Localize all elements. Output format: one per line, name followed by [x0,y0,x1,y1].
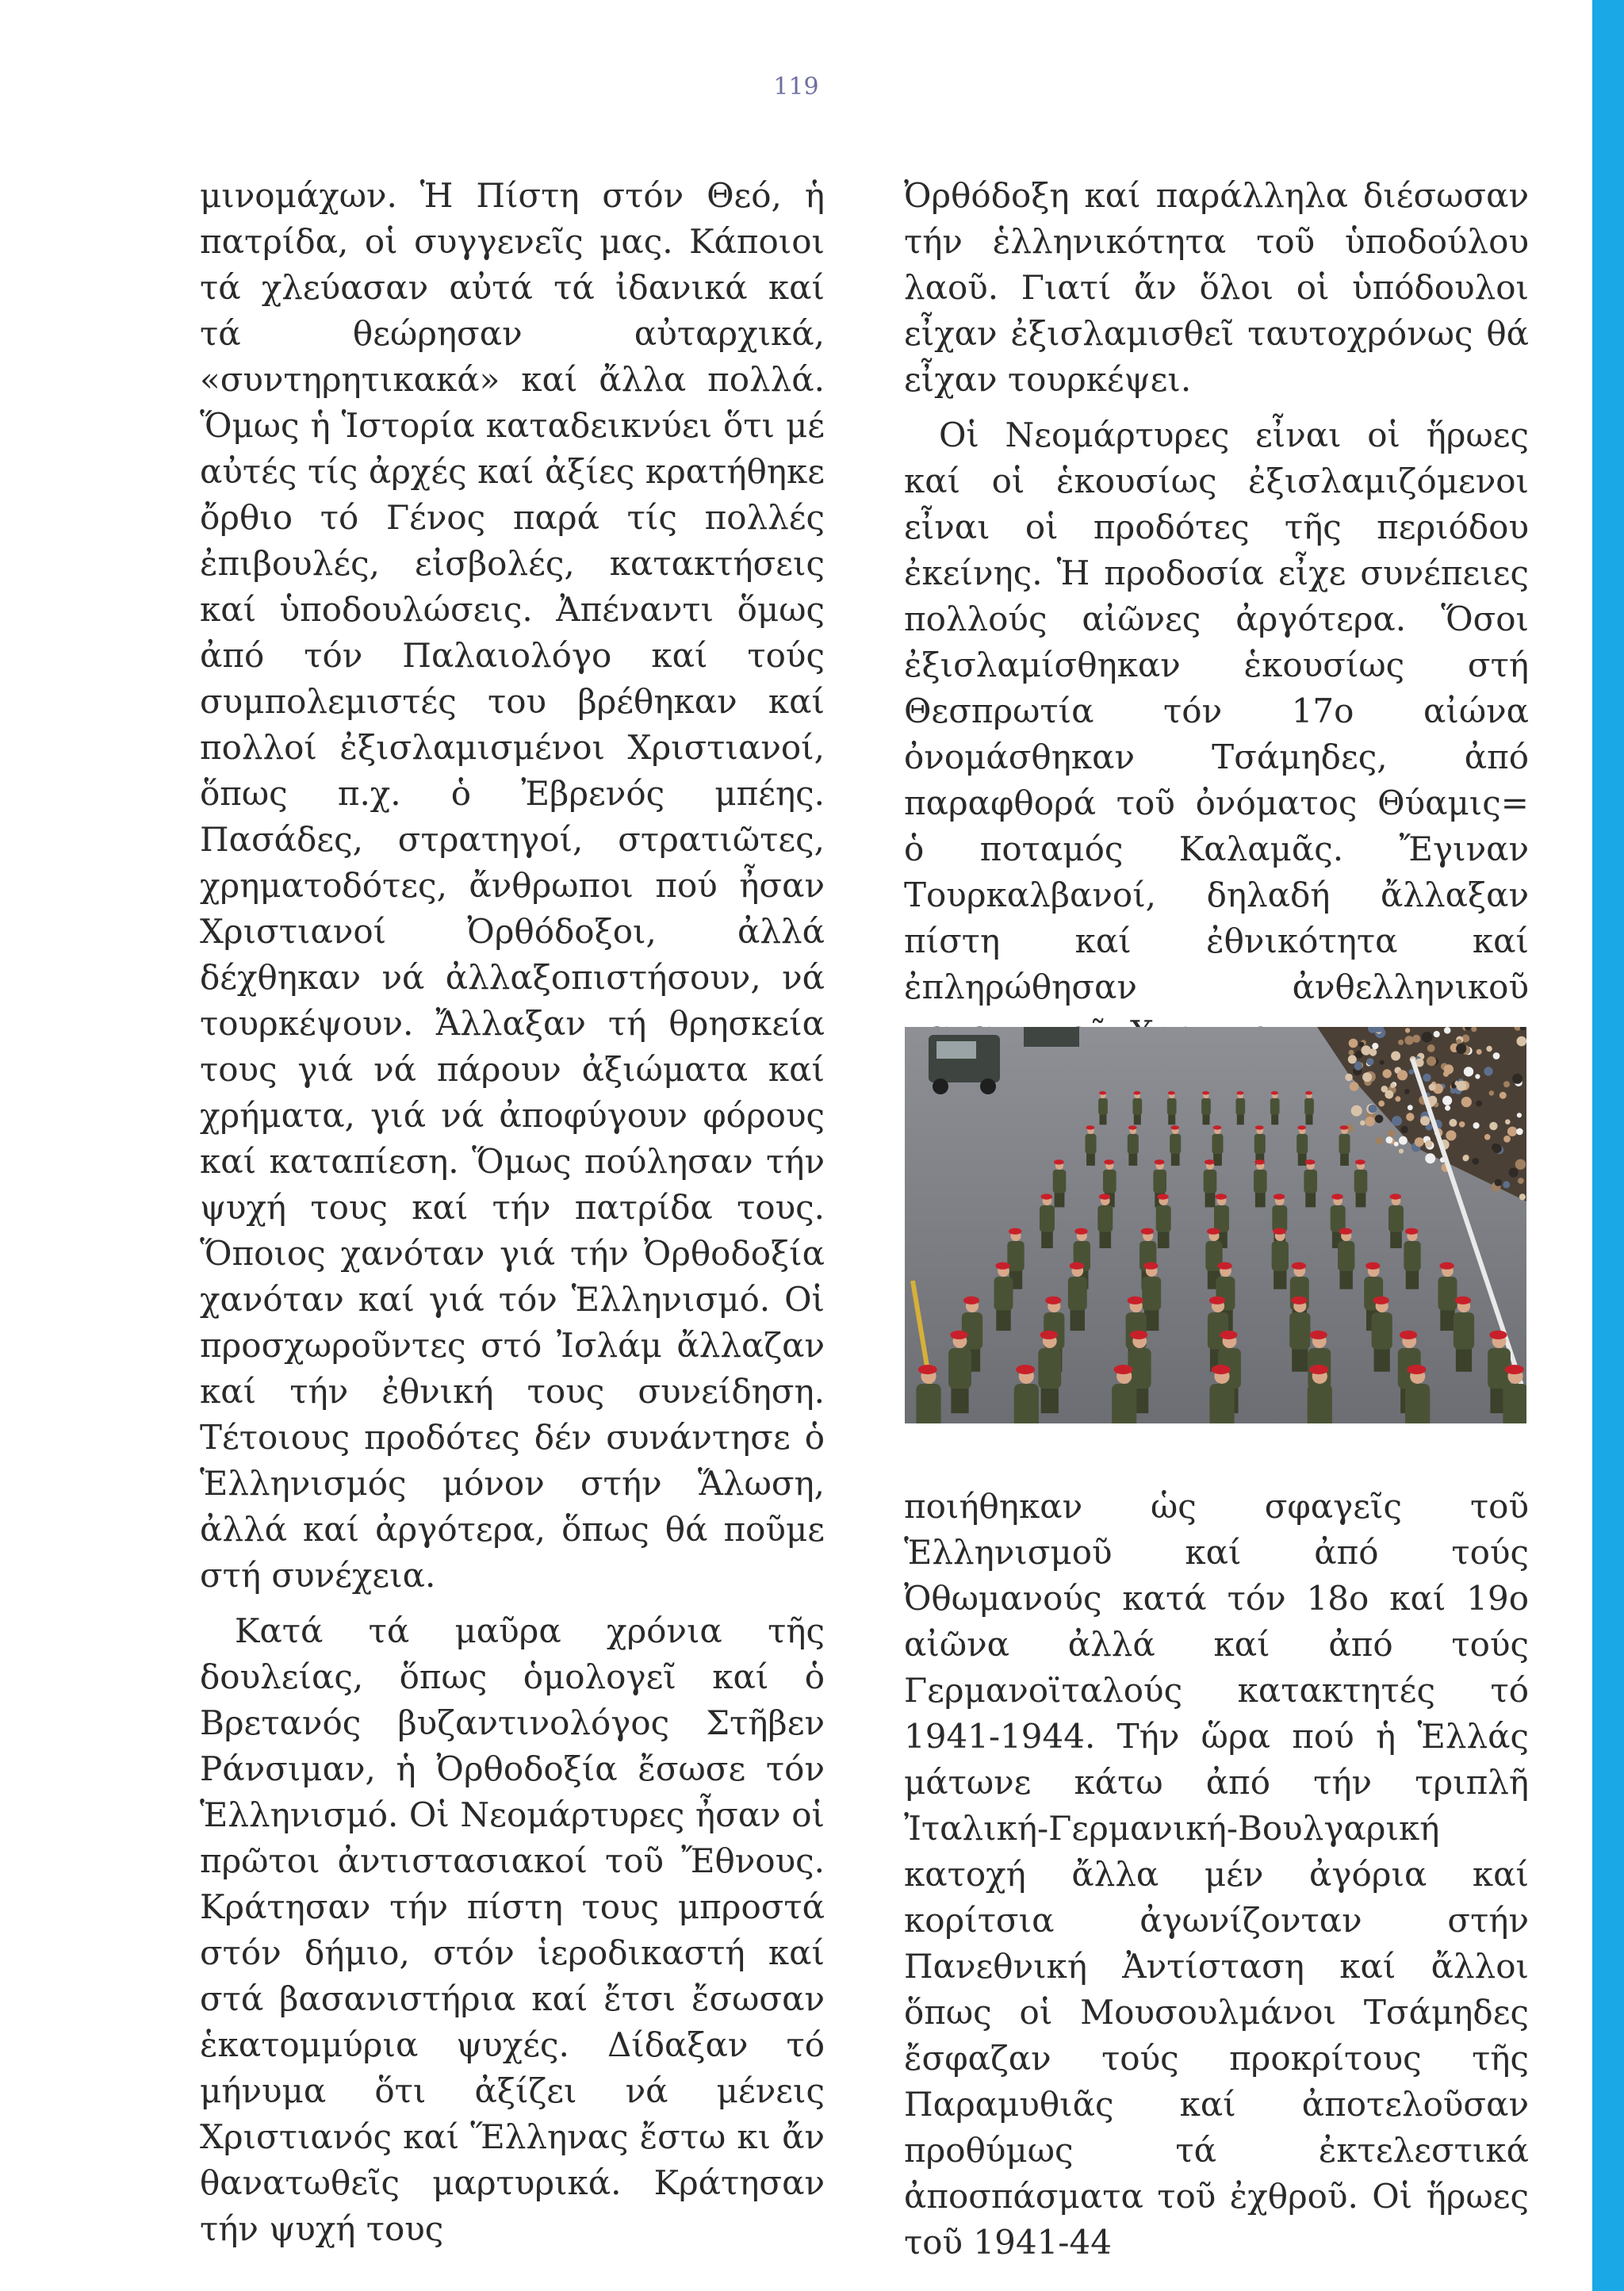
crowd-person [1362,1045,1371,1055]
left-paragraph-2: Κατά τά μαῦρα χρόνια τῆς δουλείας, ὅπως ὁμολογεῖ καί ὁ Βρετανός βυζαντινολόγος Στῆβεν Ράνσιμαν, ἡ Ὀρθοδοξία ἔσωσε τόν Ἑλληνισμό. Οἱ Νεομάρτυρες ἦσαν οἱ πρῶτοι ἀντιστασιακοί τοῦ Ἔθνους. Κράτησαν τήν πίστη τους μπροστά στόν δήμιο, στόν ἱεροδικαστή καί στά βασανιστήρια καί ἔτσι ἔσωσαν ἑκατομμύρια ψυχές. Δίδαξαν τό μήνυμα ὅτι ἀξίζει νά μένεις Χριστιανός καί Ἕλληνας ἔστω κι ἄν θανατωθεῖς μαρτυρικά. Κράτησαν τήν ψυχή τους [200,1611,825,2248]
left-column [200,173,825,2262]
crowd-person [1484,1067,1492,1075]
crowd-person [1518,1178,1524,1184]
right-top-paragraph-2: Οἱ Νεομάρτυρες εἶναι οἱ ἥρωες καί οἱ ἑκουσίως ἐξισλαμιζόμενοι εἶναι οἱ προδότες τῆς περιόδου ἐκείνης. Ἡ προδοσία εἶχε συνέπειες πολλούς αἰῶνες ἀργότερα. Ὅσοι ἐξισλαμίσθηκαν ἑκουσίως στή Θεσπρωτία τόν 17ο αἰώνα ὀνομάσθηκαν Τσάμηδες, ἀπό παραφθορά τοῦ ὀνόματος Θύαμις= ὁ ποταμός Καλαμᾶς. Ἔγιναν Τουρκαλβανοί, δηλαδή ἄλλαξαν πίστη καί ἐθνικότητα καί ἐπληρώθησαν ἀνθελληνικοῦ [904,416,1529,1006]
crowd-person [1369,1105,1377,1113]
crowd-person [1446,1130,1456,1140]
crowd-person [1408,1105,1413,1110]
crowd-person [1397,1070,1408,1080]
crowd-person [1475,1074,1480,1078]
crowd-person [1425,1153,1435,1163]
crowd-person [1425,1140,1433,1148]
crowd-person [1489,1090,1495,1096]
crowd-person [1427,1056,1436,1066]
right-column-top [904,173,1529,1066]
crowd-person [1351,1105,1362,1117]
crowd-person [1457,1081,1467,1091]
crowd-person [1383,1069,1392,1078]
crowd-person [1517,1036,1527,1047]
parade-photo [905,1027,1526,1423]
crowd-person [1486,1046,1492,1052]
crowd-person [1380,1060,1385,1065]
crowd-person [1515,1159,1526,1170]
crowd-person [1385,1090,1393,1099]
crowd-person [1442,1096,1452,1105]
crowd-person [1444,1064,1454,1074]
crowd-person [1404,1036,1413,1044]
crowd-person [1392,1116,1402,1126]
crowd-person [1477,1049,1482,1055]
crowd-person [1415,1137,1424,1147]
crowd-person [1507,1127,1517,1136]
crowd-person [1519,1193,1526,1200]
crowd-person [1366,1058,1373,1065]
crowd-person [1461,1097,1472,1107]
left-paragraph-1: μινομάχων. Ἡ Πίστη στόν Θεό, ἡ πατρίδα, οἱ συγγενεῖς μας. Κάποιοι τά χλεύασαν αὐτά τά ἰδανικά καί τά θεώρησαν αὐταρχικά, «συντηρητικακά» καί ἄλλα πολλά. Ὅμως ἡ Ἱστορία καταδεικνύει ὅτι μέ αὐτές τίς ἀρχές καί ἀξίες κρατήθηκε ὄρθιο τό Γένος παρά τίς πολλές ἐπιβουλές, εἰσβολές, κατακτήσεις καί ὑποδουλώσεις. Ἀπέναντι ὅμως ἀπό τόν Παλαιολόγο καί τούς συμπολεμιστές του βρέθηκαν καί πολλοί ἐξισλαμισμένοι Χριστιανοί, ὅπως π.χ. ὁ Ἐβρενός μπέης. Πασάδες, στρατηγοί, στρατιῶτες, χρηματοδότες, ἄνθρωποι πού ἦσαν Χριστιανοί Ὀρθόδοξοι, ἀλλά δέχθηκαν νά ἀλλαξοπιστήσουν, νά τουρκέψουν. Ἄλλαξαν τή θρησκεία τους γιά νά πάρουν ἀξιώματα καί χρήματα, γιά νά ἀποφύγουν φόρους καί καταπίεση. Ὅμως πούλησαν τήν ψυχή τους καί τήν πατρίδα τους. Ὅποιος χανόταν γιά τήν Ὀρθοδοξία χανόταν καί γιά τόν Ἑλληνισμό. Οἱ προσχωροῦντες στό Ἰσλάμ ἄλλαζαν καί τήν ἐθνική τους συνείδηση. Τέτοιους προδότες δέν συνάντησε ὁ Ἑλληνισμός μόνον στήν Ἅλωση, ἀλλά καί ἀργότερα, ὅπως θά ποῦμε στή συνέχεια. [200,176,825,1595]
crowd-person [1375,1137,1383,1145]
crowd-person [1449,1119,1457,1127]
crowd-person [1360,1121,1365,1126]
crowd-person [1462,1155,1469,1162]
crowd-person [1409,1069,1415,1075]
crowd-person [1516,1128,1523,1136]
crowd-person [1500,1092,1507,1099]
parade-illustration [905,1027,1526,1423]
right-bottom-paragraph-1: ποιήθηκαν ὡς σφαγεῖς τοῦ Ἑλληνισμοῦ καί ἀπό τούς Ὀθωμανούς κατά τόν 18ο καί 19ο αἰῶνα ἀλλά καί ἀπό τούς Γερμανοϊταλούς κατακτητές τό 1941-1944. Τήν ὥρα πού ἡ Ἑλλάς μάτωνε κάτω ἀπό τήν τριπλῆ Ἰταλική-Γερμανική-Βουλγαρική κατοχή ἄλλα μέν ἀγόρια καί κορίτσια ἀγωνίζονταν στήν Πανεθνική Ἀντίσταση καί ἄλλοι ὅπως οἱ Μουσουλμάνοι Τσάμηδες ἔσφαζαν τούς προκρίτους τῆς Παραμυθιᾶς καί ἀποτελοῦσαν προθύμως τά ἐκτελεστικά ἀποσπάσματα τοῦ ἐχθροῦ. Οἱ ἥρωες τοῦ 1941-44 [904,1487,1529,2262]
crowd-person [1365,1117,1375,1126]
crowd-person [1391,1052,1400,1061]
crowd-person [1427,1044,1435,1052]
crowd-person [1503,1136,1511,1143]
crowd-person [1423,1074,1431,1082]
crowd-person [1349,1050,1354,1055]
crowd-person [1404,1089,1410,1094]
crowd-person [1348,1055,1357,1063]
crowd-person [1493,1052,1500,1059]
crowd-person [1372,1043,1378,1049]
crowd-person [1492,1144,1501,1153]
crowd-person [1505,1119,1511,1124]
crowd-person [1429,1084,1436,1091]
crowd-person [1476,1101,1482,1107]
crowd-person [1395,1096,1400,1101]
crowd-person [1412,1035,1420,1043]
accent-side-bar [1592,0,1624,2291]
crowd-person [1512,1074,1522,1084]
crowd-person [1388,1129,1396,1137]
crowd-person [1378,1101,1385,1107]
crowd-person [1390,1082,1396,1088]
right-top-paragraph-1: Ὀρθόδοξη καί παράλληλα διέσωσαν τήν ἑλληνικότητα τοῦ ὑποδούλου λαοῦ. Γιατί ἄν ὅλοι οἱ ὑπόδουλοι εἶχαν ἐξισλαμισθεῖ ταυτοχρόνως θά εἶχαν τουρκέψει. [904,176,1529,399]
crowd-person [1345,1074,1353,1082]
crowd-person [1484,1134,1491,1140]
crowd-person [1399,1136,1408,1145]
crowd-person [1406,1113,1414,1121]
crowd-person [1464,1067,1473,1076]
crowd-person [1422,1032,1433,1043]
crowd-person [1472,1158,1479,1165]
crowd-person [1503,1181,1510,1188]
crowd-person [1503,1081,1510,1087]
crowd-person [1386,1136,1393,1144]
crowd-person [1375,1115,1384,1124]
crowd-person [1349,1039,1358,1048]
crowd-person [1350,1082,1359,1091]
crowd-person [1362,1072,1372,1082]
crowd-person [1445,1105,1450,1111]
crowd-person [1459,1121,1465,1128]
crowd-person [1517,1113,1522,1117]
crowd-person [1399,1149,1404,1154]
crowd-person [1434,1031,1440,1037]
crowd-person [1495,1179,1502,1186]
crowd-person [1473,1122,1480,1128]
crowd-person [1456,1044,1466,1054]
crowd-person [1489,1122,1497,1130]
crowd-person [1400,1126,1408,1134]
crowd-person [1405,1028,1410,1032]
crowd-person [1444,1027,1451,1034]
page-number: 119 [773,73,819,101]
crowd-person [1509,1168,1519,1178]
crowd-person [1420,1116,1430,1125]
crowd-person [1398,1040,1404,1045]
right-column-bottom [904,1484,1529,2275]
